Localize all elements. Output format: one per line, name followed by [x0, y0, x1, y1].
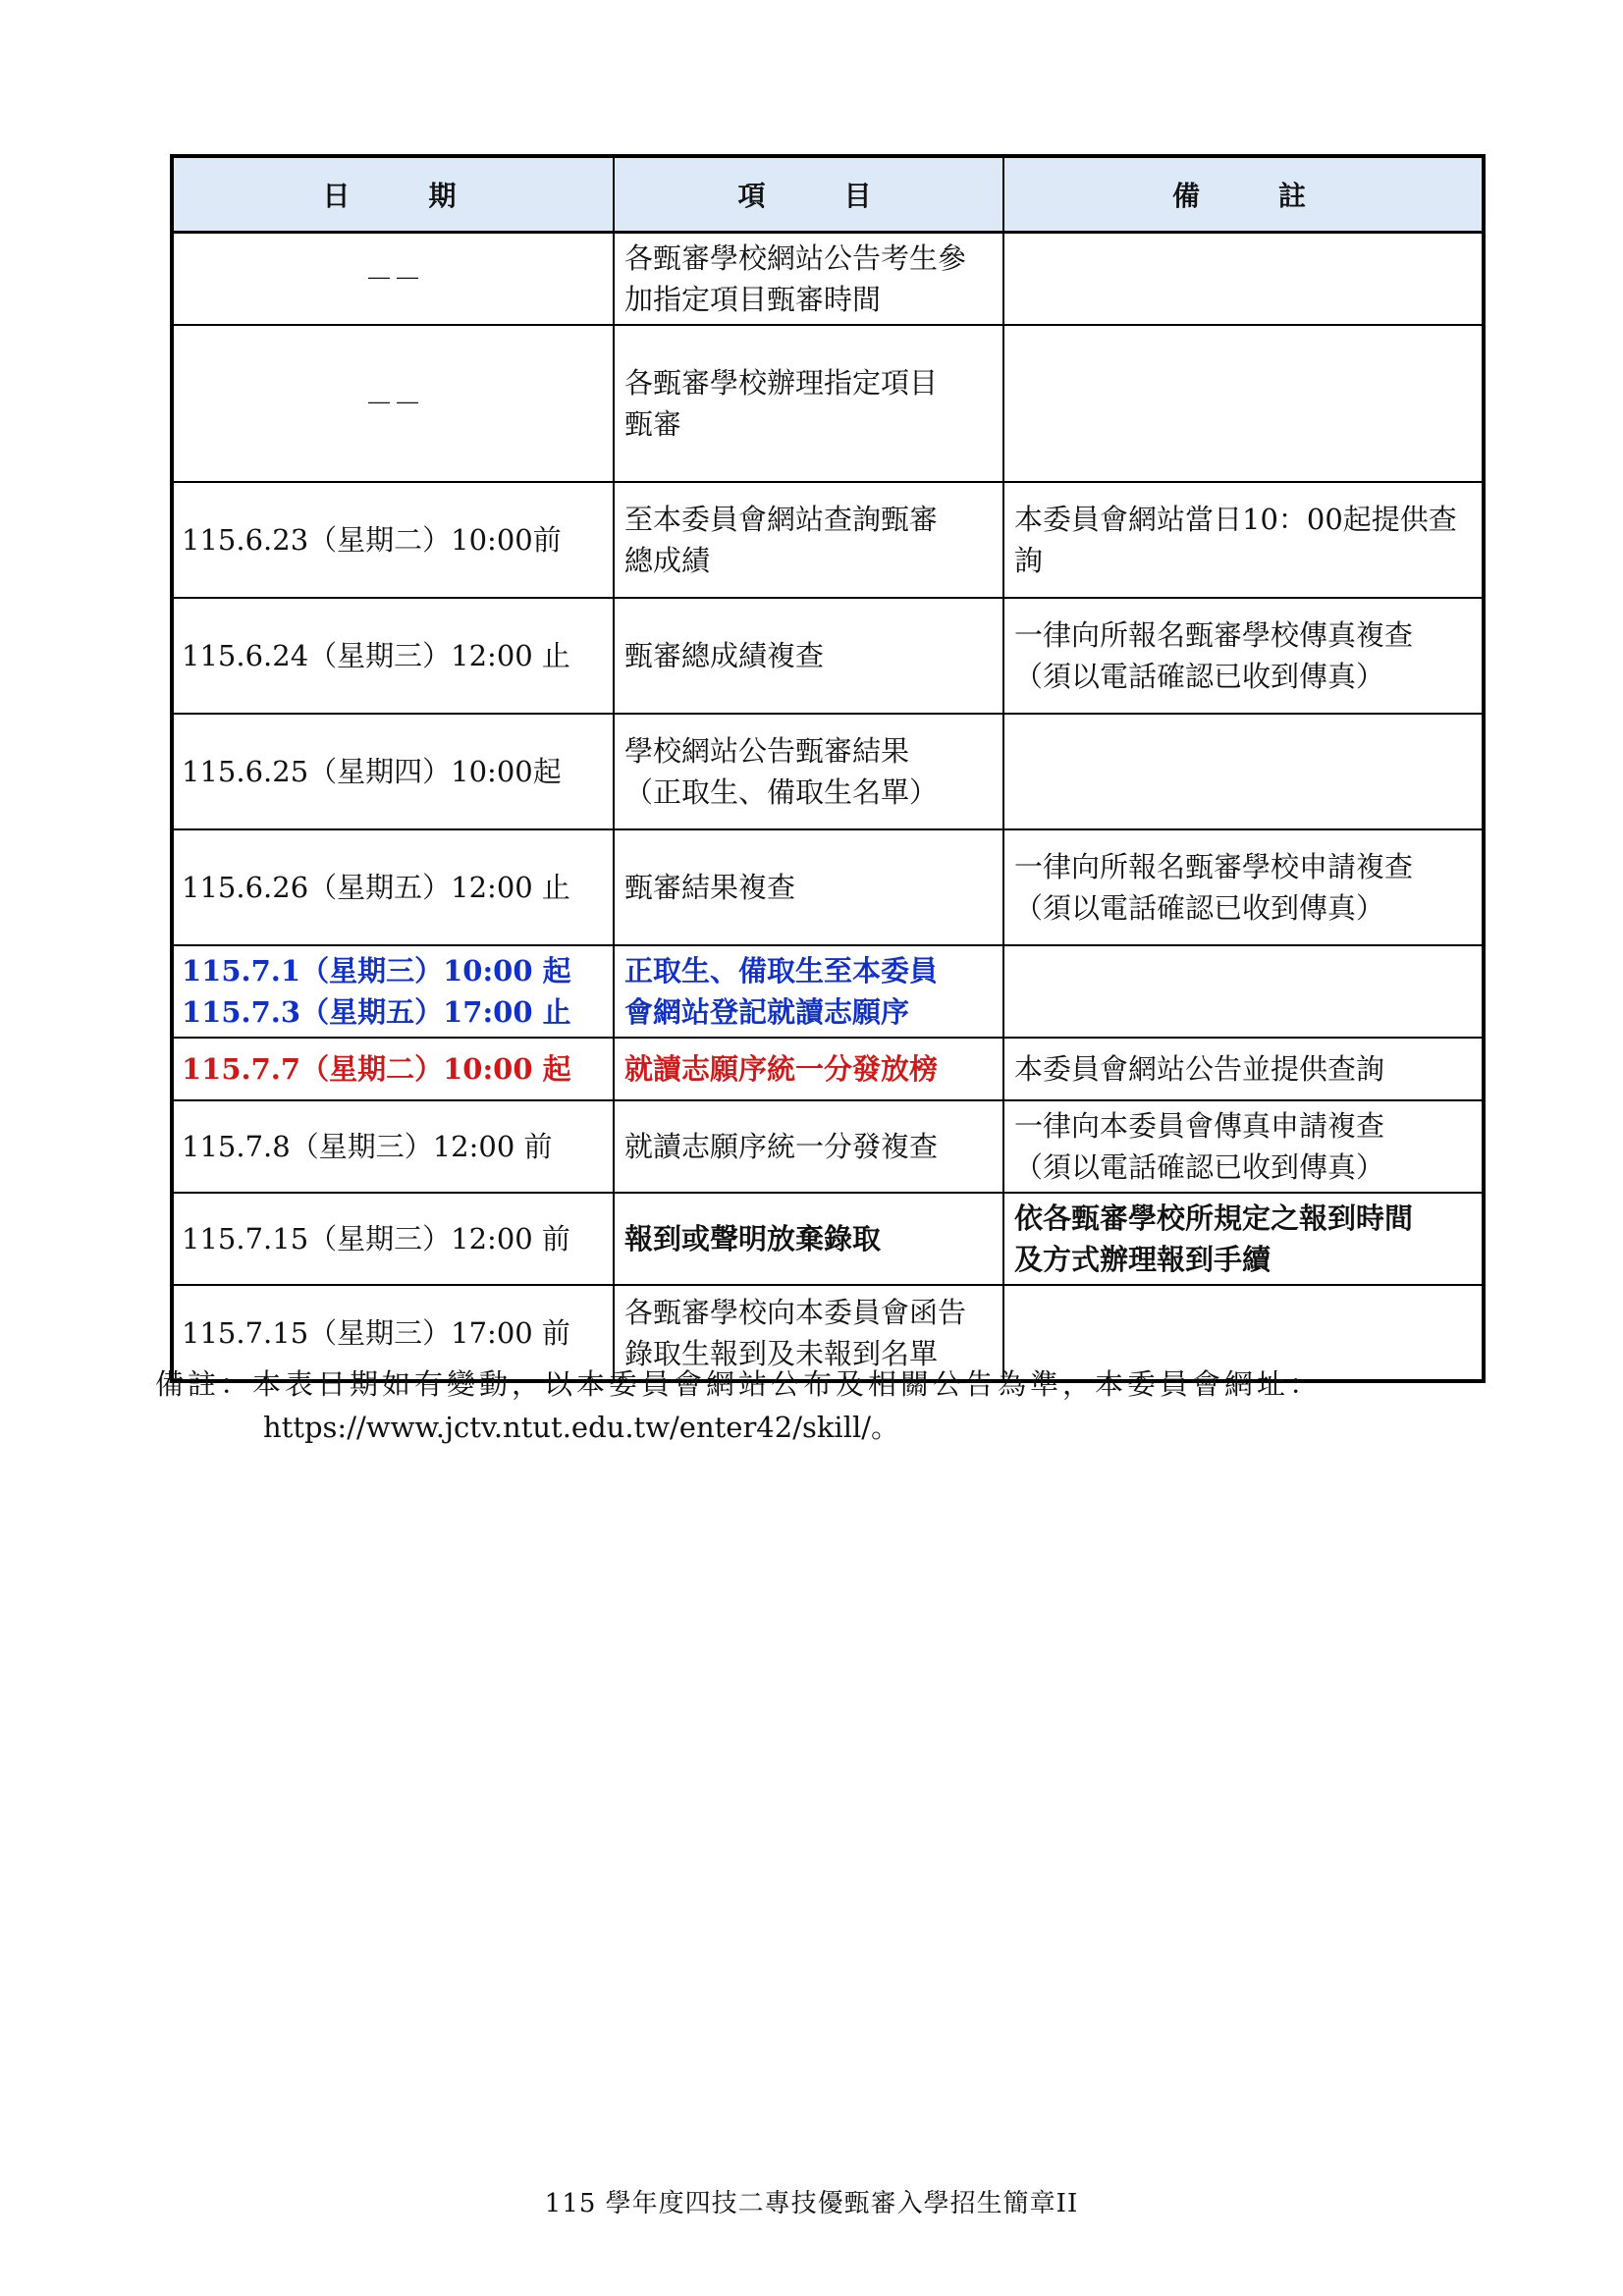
item-cell	[614, 482, 1003, 598]
footnote	[155, 1362, 1490, 1449]
note-cell-line: 一律向所報名甄審學校傳真複查	[1014, 618, 1414, 652]
date-cell	[172, 325, 614, 482]
note-cell	[1003, 945, 1484, 1038]
date-cell	[172, 1038, 614, 1100]
item-cell-line: 各甄審學校向本委員會函告	[624, 1295, 967, 1329]
page-footer: 115 學年度四技二專技優甄審入學招生簡章II	[544, 2189, 1079, 2218]
table-row	[172, 945, 1484, 1038]
date-cell-line: －－	[364, 262, 422, 295]
note-cell-line: 本委員會網站公告並提供查詢	[1014, 1052, 1385, 1086]
date-cell-line: 115.7.7（星期二）10:00 起	[182, 1052, 571, 1086]
date-cell-line: 115.6.23（星期二）10:00前	[182, 523, 562, 557]
footnote-text: 備註：本表日期如有變動，以本委員會網站公布及相關公告為準，本委員會網址：	[155, 1367, 1323, 1401]
item-cell-line: 甄審	[624, 407, 682, 441]
item-cell	[614, 233, 1003, 326]
note-cell	[1003, 714, 1484, 829]
item-cell	[614, 945, 1003, 1038]
item-cell-line: 就讀志願序統一分發複查	[624, 1130, 939, 1163]
note-cell-line: 一律向本委員會傳真申請複查	[1014, 1109, 1385, 1143]
note-cell	[1003, 1038, 1484, 1100]
note-cell-line: 及方式辦理報到手續	[1014, 1243, 1271, 1276]
note-cell	[1003, 482, 1484, 598]
date-cell-line: 115.7.15（星期三）12:00 前	[182, 1222, 570, 1255]
date-cell-line: －－	[364, 387, 422, 420]
item-cell-line: 會網站登記就讀志願序	[624, 995, 910, 1029]
table-row	[172, 1100, 1484, 1193]
table-row	[172, 1038, 1484, 1100]
item-cell-line: 甄審總成績複查	[624, 639, 825, 672]
item-cell-line: 正取生、備取生至本委員	[624, 954, 939, 988]
date-cell-line: 115.7.8（星期三）12:00 前	[182, 1130, 553, 1163]
note-cell-line: 依各甄審學校所規定之報到時間	[1014, 1201, 1414, 1235]
date-cell	[172, 945, 614, 1038]
item-cell	[614, 598, 1003, 714]
date-cell	[172, 233, 614, 326]
table-row	[172, 714, 1484, 829]
header-note: 備 註	[1003, 156, 1484, 233]
footnote-url: https://www.jctv.ntut.edu.tw/enter42/skill/。	[263, 1411, 900, 1444]
item-cell-line: 各甄審學校辦理指定項目	[624, 366, 939, 400]
item-cell-line: 加指定項目甄審時間	[624, 283, 882, 316]
schedule-table	[170, 154, 1486, 1383]
item-cell	[614, 1100, 1003, 1193]
note-cell-line: 詢	[1014, 544, 1044, 577]
item-cell-line: 學校網站公告甄審結果	[624, 734, 910, 768]
note-cell	[1003, 233, 1484, 326]
item-cell-line: 總成績	[624, 544, 711, 577]
header-item: 項 目	[614, 156, 1003, 233]
table-header-row	[172, 156, 1484, 233]
date-cell	[172, 598, 614, 714]
note-cell	[1003, 829, 1484, 945]
date-cell-line: 115.7.3（星期五）17:00 止	[182, 995, 571, 1029]
note-cell-line: （須以電話確認已收到傳真）	[1014, 891, 1385, 925]
header-date: 日 期	[172, 156, 614, 233]
table-row	[172, 1193, 1484, 1285]
note-cell	[1003, 598, 1484, 714]
table-body	[172, 233, 1484, 1382]
date-cell-line: 115.7.1（星期三）10:00 起	[182, 954, 571, 988]
note-cell-line: （須以電話確認已收到傳真）	[1014, 660, 1385, 693]
note-cell-line: 一律向所報名甄審學校申請複查	[1014, 850, 1414, 883]
note-cell	[1003, 1100, 1484, 1193]
item-cell-line: 報到或聲明放棄錄取	[624, 1222, 882, 1255]
note-cell-line: （須以電話確認已收到傳真）	[1014, 1150, 1385, 1184]
table-row	[172, 482, 1484, 598]
note-cell-line: 本委員會網站當日10：00起提供查	[1014, 503, 1457, 536]
date-cell	[172, 714, 614, 829]
date-cell-line: 115.6.26（星期五）12:00 止	[182, 871, 570, 904]
table-row	[172, 325, 1484, 482]
item-cell-line: 錄取生報到及未報到名單	[624, 1336, 939, 1370]
table-row	[172, 829, 1484, 945]
item-cell	[614, 325, 1003, 482]
item-cell-line: 就讀志願序統一分發放榜	[624, 1052, 939, 1086]
date-cell	[172, 482, 614, 598]
item-cell-line: （正取生、備取生名單）	[624, 775, 939, 809]
table-row	[172, 233, 1484, 326]
item-cell	[614, 714, 1003, 829]
date-cell	[172, 1193, 614, 1285]
date-cell-line: 115.6.25（星期四）10:00起	[182, 755, 562, 788]
note-cell	[1003, 1193, 1484, 1285]
item-cell-line: 各甄審學校網站公告考生參	[624, 241, 967, 275]
item-cell	[614, 1038, 1003, 1100]
date-cell-line: 115.7.15（星期三）17:00 前	[182, 1315, 570, 1350]
table-row	[172, 598, 1484, 714]
date-cell-line: 115.6.24（星期三）12:00 止	[182, 639, 570, 672]
item-cell-line: 至本委員會網站查詢甄審	[624, 503, 939, 536]
item-cell-line: 甄審結果複查	[624, 871, 796, 904]
item-cell	[614, 1193, 1003, 1285]
note-cell	[1003, 325, 1484, 482]
date-cell	[172, 829, 614, 945]
date-cell	[172, 1100, 614, 1193]
item-cell	[614, 829, 1003, 945]
